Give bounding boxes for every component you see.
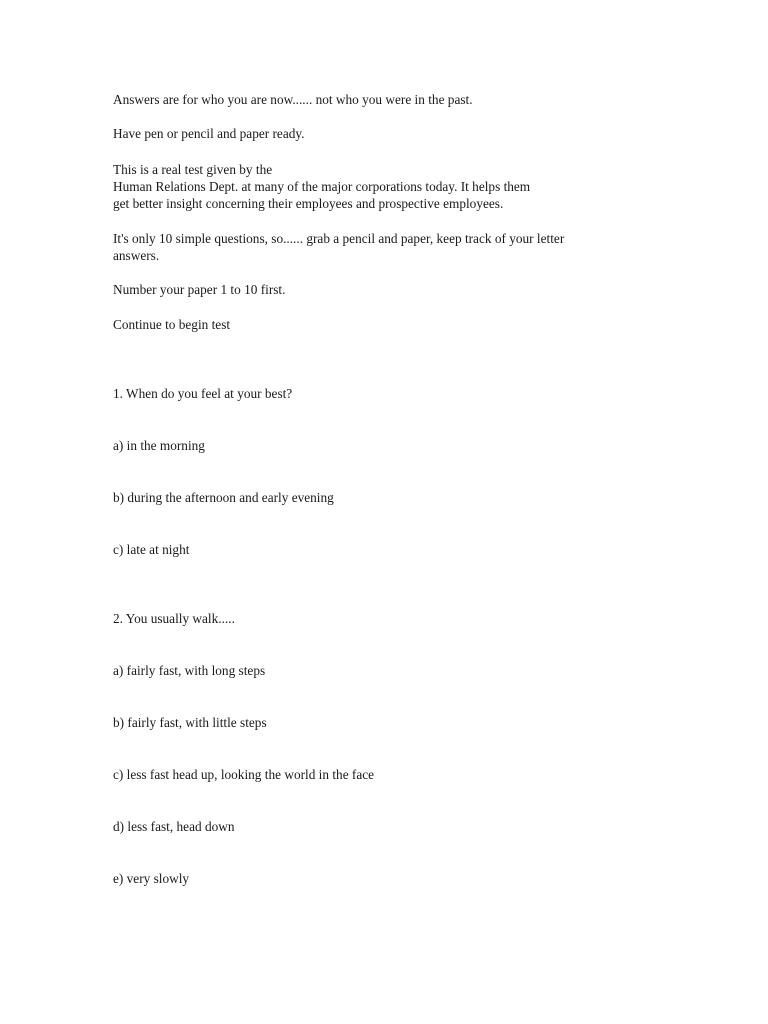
intro-pen-line: Have pen or pencil and paper ready. [113,126,305,141]
question-2-text: 2. You usually walk..... [113,611,235,626]
document-page [113,0,673,1024]
intro-answers-line: Answers are for who you are now...... not who you were in the past. [113,92,473,107]
question-1-option-c: c) late at night [113,542,190,557]
question-2-option-b: b) fairly fast, with little steps [113,715,267,730]
intro-insight-line: get better insight concerning their employees and prospective employees. [113,196,504,211]
intro-real-test-line: This is a real test given by the [113,162,273,177]
intro-simple-questions-line: It's only 10 simple questions, so...... grab a pencil and paper, keep track of your letter [113,231,565,246]
intro-continue-line: Continue to begin test [113,317,231,332]
question-2-option-e: e) very slowly [113,871,190,886]
question-1-text: 1. When do you feel at your best? [113,386,293,401]
question-2-option-a: a) fairly fast, with long steps [113,663,266,678]
question-2-option-d: d) less fast, head down [113,819,235,834]
question-1-option-b: b) during the afternoon and early evening [113,490,334,505]
intro-number-paper-line: Number your paper 1 to 10 first. [113,282,286,297]
question-2-option-c: c) less fast head up, looking the world in the face [113,767,375,782]
intro-hr-dept-line: Human Relations Dept. at many of the major corporations today. It helps them [113,179,531,194]
intro-answers-word-line: answers. [113,248,160,263]
question-1-option-a: a) in the morning [113,438,205,453]
